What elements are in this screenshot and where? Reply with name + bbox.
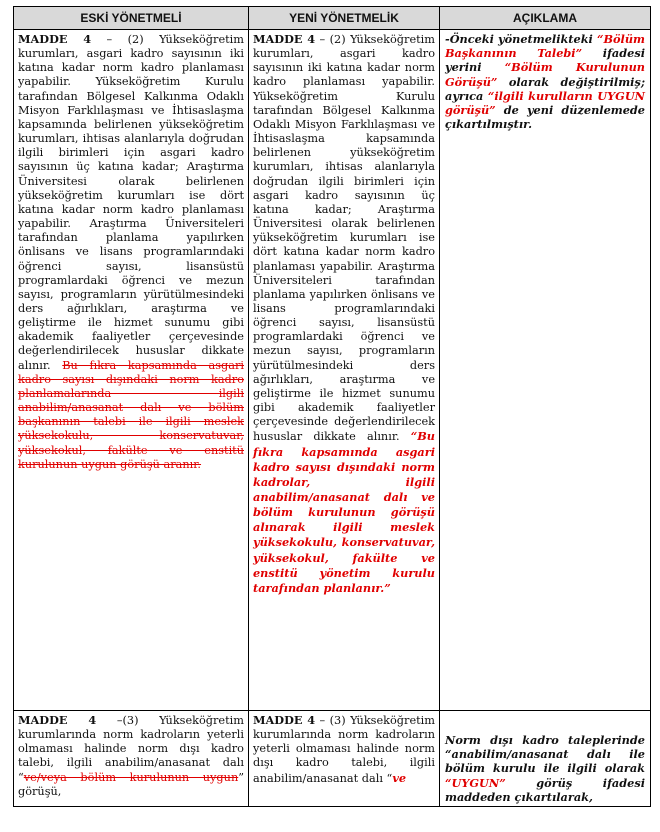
explanation-text: de yeni düzenlemede çıkartılmıştır. (445, 103, 645, 132)
removed-text: Bu fıkra kapsamında asgari kadro sayısı dışındaki norm kadro planlamalarında ilgili anabilim/anasanat dalı ve bölüm başkanının talebi ile ilgili meslek yüksekokulu, konservatuvar, yüksekokul, fakülte ve enstitü kurulunun uygun görüşü aranır. (18, 358, 244, 471)
quoted-phrase: “Bölüm Başkanının Talebi” (445, 32, 645, 61)
explanation-text: Norm dışı kadro taleplerinde “anabilim/anasanat dalı ile bölüm kurulu ile ilgili olarak (445, 733, 645, 776)
article-text: –(3) Yükseköğretim kurumlarında norm kadroların yeterli olmaması halinde norm dışı kadro talebi, ilgili anabilim/anasanat dalı “ (18, 714, 244, 784)
quoted-phrase: “ilgili kurulların UYGUN görüşü” (445, 88, 645, 118)
article-label: MADDE 4 (18, 32, 92, 46)
added-text: ve (392, 770, 407, 785)
explanation-text: görüş ifadesi maddeden çıkartılarak, (445, 775, 645, 804)
quoted-phrase: “UYGUN” (445, 775, 506, 790)
quoted-phrase: “Bölüm Kurulunun Görüşü” (445, 60, 645, 89)
article-label: MADDE 4 (18, 713, 97, 727)
header-row (14, 7, 651, 30)
header-old-regulation: ESKİ YÖNETMELİ (14, 7, 249, 30)
header-explanation: AÇIKLAMA (440, 7, 651, 30)
new-regulation-cell (249, 30, 440, 711)
article-label: MADDE 4 (253, 713, 316, 727)
explanation-text: olarak değiştirilmiş; ayrıca (445, 74, 645, 103)
explanation-cell (440, 711, 651, 807)
article-label: MADDE 4 (253, 32, 316, 46)
table-row (14, 711, 651, 807)
article-text: ” görüşü, (18, 770, 244, 798)
comparison-table (13, 6, 651, 807)
old-regulation-cell (14, 711, 249, 807)
table-row (14, 30, 651, 711)
article-text: – (2) Yükseköğretim kurumları, asgari kadro sayısının iki katına kadar norm kadro planlaması yapabilir. Yükseköğretim Kurulu tarafından Bölgesel Kalkınma Odaklı Misyon Farklılaşması ve İhtisaslaşma kapsamında belirlenen yükseköğretim kurumları, ihtisas alanlarıyla doğrudan ilgili birimleri için asgari kadro sayısının üç katına kadar; Araştırma Üniversitesi olarak belirlenen yükseköğretim kurumları ise dört katına kadar norm kadro planlaması yapabilir. Araştırma Üniversiteleri tarafından planlama yapılırken önlisans ve lisans programlarındaki öğrenci sayısı, lisansüstü programlardaki öğrenci ve mezun sayısı, programların yürütülmesindeki ders ağırlıkları, araştırma ve geliştirme ile hizmet sunumu gibi akademik faaliyetler çerçevesinde değerlendirilecek hususlar dikkate alınır. (18, 33, 244, 372)
article-text: – (3) Yükseköğretim kurumlarında norm kadroların yeterli olmaması halinde norm dışı kadro talebi, ilgili anabilim/anasanat dalı “ (253, 714, 435, 785)
explanation-cell (440, 30, 651, 711)
removed-text: ve/veya bölüm kurulunun uygun (23, 770, 239, 784)
header-new-regulation: YENİ YÖNETMELİK (249, 7, 440, 30)
explanation-text: ifadesi yerini (445, 46, 645, 75)
article-text: – (2) Yükseköğretim kurumları, asgari kadro sayısının iki katına kadar norm kadro planlaması yapabilir. Yükseköğretim Kurulu tarafından Bölgesel Kalkınma Odaklı Misyon Farklılaşması ve İhtisaslaşma kapsamında belirlenen yükseköğretim kurumları, ihtisas alanlarıyla doğrudan ilgili birimleri için asgari kadro sayısının üç katına kadar; Araştırma Üniversitesi olarak belirlenen yükseköğretim kurumları ise dört katına kadar norm kadro planlaması yapabilir. Araştırma Üniversiteleri tarafından planlama yapılırken önlisans ve lisans programlarındaki öğrenci sayısı, lisansüstü programlardaki öğrenci ve mezun sayısı, programların yürütülmesindeki ders ağırlıkları, araştırma ve geliştirme ile hizmet sunumu gibi akademik faaliyetler çerçevesinde değerlendirilecek hususlar dikkate alınır. (253, 33, 435, 444)
new-regulation-cell (249, 711, 440, 807)
old-regulation-cell (14, 30, 249, 711)
explanation-text: -Önceki yönetmelikteki (445, 32, 597, 46)
added-text: “Bu fıkra kapsamında asgari kadro sayısı dışındaki norm kadrolar, ilgili anabilim/anasanat dalı ve bölüm kurulunun görüşü alınarak ilgili meslek yüksekokulu, konservatuvar, yüksekokul, fakülte ve enstitü yönetim kurulu tarafından planlanır.” (253, 429, 435, 595)
